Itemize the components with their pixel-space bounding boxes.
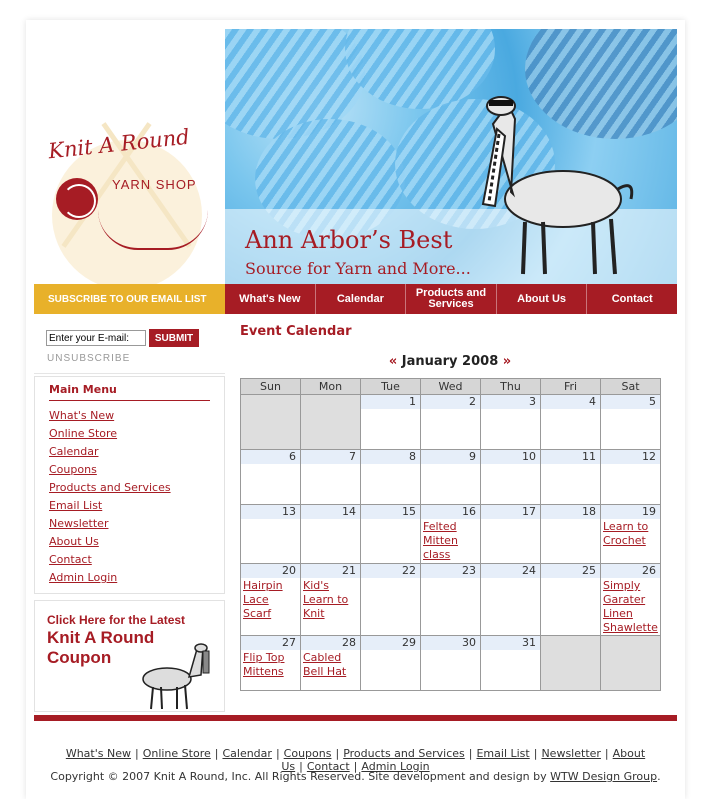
day-number: 12 [601, 450, 660, 464]
calendar-day-cell [241, 450, 301, 505]
day-number: 25 [541, 564, 600, 578]
calendar-day-cell [301, 450, 361, 505]
event-link[interactable]: Simply Garater Linen Shawlette [603, 579, 658, 634]
menu-item-newsletter[interactable]: Newsletter [49, 517, 109, 530]
event-calendar [240, 378, 661, 691]
day-number: 13 [241, 505, 300, 519]
calendar-day-cell [421, 450, 481, 505]
llama-illustration [127, 641, 217, 711]
copyright-notice [26, 770, 685, 783]
nav-whats-new[interactable]: What's New [239, 292, 301, 305]
calendar-day-cell [241, 505, 301, 564]
banner-title: Ann Arbor’s Best [245, 226, 453, 254]
day-number: 15 [361, 505, 420, 519]
day-number: 22 [361, 564, 420, 578]
menu-item-calendar[interactable]: Calendar [49, 445, 99, 458]
weekday-header-row [241, 379, 661, 395]
day-number: 3 [481, 395, 540, 409]
day-number: 7 [301, 450, 360, 464]
separator: | [214, 747, 219, 760]
separator: | [335, 747, 340, 760]
email-signup-box [34, 314, 225, 374]
day-number: 4 [541, 395, 600, 409]
day-number: 19 [601, 505, 660, 519]
prev-month-link[interactable]: « [388, 354, 398, 369]
month-label: January 2008 [401, 354, 499, 369]
calendar-day-cell [421, 395, 481, 450]
menu-item-coupons[interactable]: Coupons [49, 463, 97, 476]
footer-link-newsletter[interactable]: Newsletter [541, 747, 601, 760]
calendar-day-cell [421, 636, 481, 691]
day-number: 27 [241, 636, 300, 650]
day-number: 17 [481, 505, 540, 519]
calendar-day-cell [481, 564, 541, 636]
menu-item-whats-new[interactable]: What's New [49, 409, 115, 422]
event-link[interactable]: Hairpin Lace Scarf [243, 579, 283, 620]
yarn-ball-icon [56, 178, 98, 220]
day-number: 23 [421, 564, 480, 578]
month-navigator [240, 354, 660, 369]
calendar-day-cell [361, 505, 421, 564]
footer-link-whats-new[interactable]: What's New [65, 747, 131, 760]
llama-illustration [453, 74, 663, 284]
calendar-day-cell [301, 636, 361, 691]
day-number: 6 [241, 450, 300, 464]
event-link[interactable]: Kid's Learn to Knit [303, 579, 349, 620]
next-month-link[interactable]: » [502, 354, 512, 369]
day-number: 31 [481, 636, 540, 650]
footer-link-coupons[interactable]: Coupons [283, 747, 332, 760]
menu-item-about-us[interactable]: About Us [49, 535, 99, 548]
day-number: 28 [301, 636, 360, 650]
weekday-header: Sat [601, 379, 661, 395]
separator: | [533, 747, 538, 760]
footer-link-products-services[interactable]: Products and Services [343, 747, 465, 760]
weekday-header: Tue [361, 379, 421, 395]
calendar-day-cell [241, 564, 301, 636]
calendar-day-cell [301, 564, 361, 636]
calendar-day-cell [601, 395, 661, 450]
day-number: 20 [241, 564, 300, 578]
footer-link-calendar[interactable]: Calendar [222, 747, 272, 760]
nav-about-us[interactable]: About Us [496, 284, 587, 314]
menu-item-admin-login[interactable]: Admin Login [49, 571, 118, 584]
nav-products-services[interactable]: Products and Services [405, 284, 496, 314]
day-number: 29 [361, 636, 420, 650]
footer-link-email-list[interactable]: Email List [476, 747, 530, 760]
calendar-day-cell [541, 450, 601, 505]
calendar-day-cell [361, 636, 421, 691]
menu-item-products-services[interactable]: Products and Services [49, 481, 171, 494]
header-banner [225, 29, 677, 284]
email-list-header: SUBSCRIBE TO OUR EMAIL LIST [34, 284, 225, 314]
calendar-week-row [241, 505, 661, 564]
brand-name: Knit A Round [47, 124, 191, 164]
main-menu [34, 376, 225, 594]
calendar-week-row [241, 564, 661, 636]
main-nav [225, 284, 677, 314]
calendar-day-cell [541, 636, 601, 691]
day-number: 11 [541, 450, 600, 464]
copyright-text: Copyright © 2007 Knit A Round, Inc. All Rights Reserved. Site development and design by [50, 770, 551, 783]
event-link[interactable]: Cabled Bell Hat [303, 651, 347, 678]
day-number: 2 [421, 395, 480, 409]
day-number: 10 [481, 450, 540, 464]
day-number: 16 [421, 505, 480, 519]
copyright-end: . [657, 770, 661, 783]
brand-subtitle: YARN SHOP [112, 177, 197, 192]
weekday-header: Mon [301, 379, 361, 395]
unsubscribe-link[interactable]: UNSUBSCRIBE [47, 353, 131, 364]
calendar-day-cell [481, 505, 541, 564]
separator: | [604, 747, 609, 760]
coupon-line1: Click Here for the Latest [47, 613, 186, 627]
day-number: 18 [541, 505, 600, 519]
calendar-week-row [241, 395, 661, 450]
page [26, 20, 685, 799]
calendar-day-cell [601, 505, 661, 564]
coupon-promo[interactable] [34, 600, 225, 712]
day-number: 5 [601, 395, 660, 409]
menu-item-online-store[interactable]: Online Store [49, 427, 118, 440]
calendar-day-cell [301, 505, 361, 564]
footer-link-contact[interactable]: Contact [306, 760, 350, 773]
calendar-day-cell [541, 564, 601, 636]
day-number: 21 [301, 564, 360, 578]
calendar-day-cell [601, 564, 661, 636]
logo[interactable] [34, 20, 225, 284]
email-field[interactable] [46, 330, 146, 346]
day-number: 1 [361, 395, 420, 409]
calendar-day-cell [361, 564, 421, 636]
calendar-week-row [241, 636, 661, 691]
calendar-day-cell [241, 636, 301, 691]
main-menu-title: Main Menu [49, 383, 210, 401]
calendar-day-cell [241, 395, 301, 450]
footer-link-about-us[interactable]: About Us [281, 747, 646, 773]
calendar-day-cell [481, 395, 541, 450]
calendar-day-cell [541, 505, 601, 564]
nav-calendar[interactable]: Calendar [315, 284, 406, 314]
footer-link-online-store[interactable]: Online Store [142, 747, 211, 760]
separator: | [299, 760, 303, 773]
submit-button[interactable]: SUBMIT [149, 329, 199, 347]
nav-contact[interactable]: Contact [586, 284, 677, 314]
event-link[interactable]: Felted Mitten class [423, 520, 458, 561]
weekday-header: Fri [541, 379, 601, 395]
event-link[interactable]: Learn to Crochet [603, 520, 649, 547]
calendar-day-cell [601, 636, 661, 691]
day-number: 26 [601, 564, 660, 578]
menu-item-email-list[interactable]: Email List [49, 499, 103, 512]
day-number: 14 [301, 505, 360, 519]
calendar-day-cell [361, 395, 421, 450]
day-number: 24 [481, 564, 540, 578]
day-number: 30 [421, 636, 480, 650]
calendar-day-cell [541, 395, 601, 450]
coupon-line2: Knit A Round [47, 628, 155, 647]
event-link[interactable]: Flip Top Mittens [243, 651, 285, 678]
calendar-day-cell [361, 450, 421, 505]
separator: | [468, 747, 473, 760]
calendar-day-cell [481, 636, 541, 691]
page-title: Event Calendar [240, 324, 352, 339]
calendar-day-cell [301, 395, 361, 450]
weekday-header: Sun [241, 379, 301, 395]
day-number: 9 [421, 450, 480, 464]
calendar-day-cell [421, 505, 481, 564]
footer-divider [34, 715, 677, 721]
calendar-week-row [241, 450, 661, 505]
banner-subtitle: Source for Yarn and More... [245, 259, 471, 278]
menu-item-contact[interactable]: Contact [49, 553, 92, 566]
footer-link-admin-login[interactable]: Admin Login [361, 760, 430, 773]
calendar-day-cell [601, 450, 661, 505]
day-number: 8 [361, 450, 420, 464]
weekday-header: Thu [481, 379, 541, 395]
separator: | [275, 747, 280, 760]
calendar-day-cell [421, 564, 481, 636]
coupon-line3: Coupon [47, 648, 112, 667]
separator: | [353, 760, 358, 773]
separator: | [134, 747, 139, 760]
designer-link[interactable]: WTW Design Group [550, 770, 658, 783]
calendar-day-cell [481, 450, 541, 505]
weekday-header: Wed [421, 379, 481, 395]
